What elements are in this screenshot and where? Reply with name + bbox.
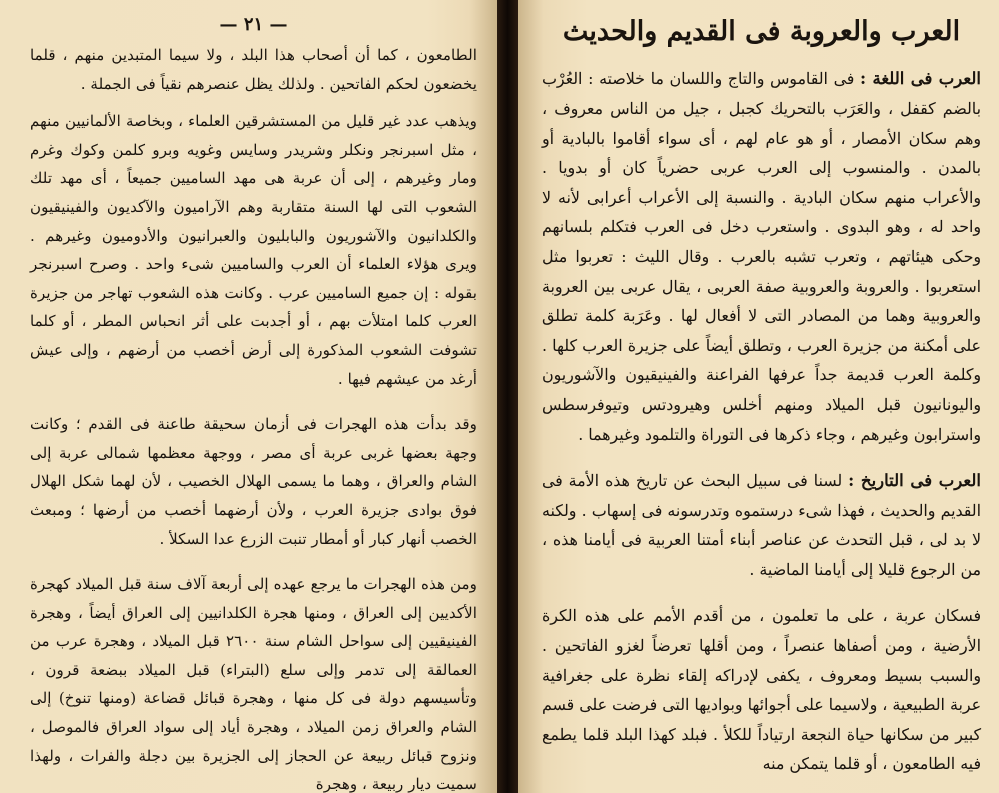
page-number: — ٢١ — <box>219 14 288 35</box>
section-heading: العرب فى التاريخ : <box>848 471 981 491</box>
paragraph: فسكان عربة ، على ما تعلمون ، من أقدم الأمم على هذه الكرة الأرضية ، ومن أصفاها عنصراً ، ومن أقلها تعرضاً لغزو الفاتحين . والسبب بسيط ومعروف ، يكفى لإدراكه إلقاء نظرة على جغرافية عربة الطبيعية ، ولاسيما على أجوائها وبواديها التى فرضت على قسم كبير من سكانها حياة النجعة ارتياداً للكلأ . فبلد كهذا البلد قلما يطمع فيه الطامعون ، أو قلما يتمكن منه <box>542 606 981 774</box>
book-gutter <box>497 0 518 793</box>
paragraph: وقد بدأت هذه الهجرات فى أزمان سحيقة طاعنة فى القدم ؛ وكانت وجهة بعضها غربى عربة أى مصر ، ووجهة معظمها شمالى عربة إلى الشام والعراق ، وهما ما يسمى الهلال الخصيب ، لأن لهما شكل الهلال فوق بوادى جزيرة العرب ، ولأن أرضهما أخصب من أرضها ؛ ومبعث الخصب أنهار كبار أو أمطار تنبت الزرع عدا السكلأ . <box>30 415 477 548</box>
right-page <box>518 0 999 793</box>
section-paragraph <box>542 466 981 584</box>
section-text: فى القاموس والتاج واللسان ما خلاصته : العُرْب بالضم كقفل ، والعَرَب بالتحريك كجبل ، جيل من الناس معروف ، وهم سكان الأمصار ، أو هو عام لهم ، أى سواء أقاموا بالبادية أو بالمدن . والمنسوب إلى العرب عربى حضرياً كان أو بدويا . والأعراب منهم سكان البادية . والنسبة إلى الأعراب أعرابى لأنه لا واحد له ، وهو البدوى . واستعرب دخل فى العرب فتكلم بلسانهم وحكى هيئاتهم ، وتعرب تشبه بالعرب . وقال الليث : تعربوا مثل استعربوا . والعروبة والعروبية صفة العربى ، يقال عربى بين العروبة والعروبية وهما من المصادر التى لا أفعال لها . وعَرَبة كلمة تطلق على أمكنة من جزيرة العرب ، وتطلق أيضاً على جزيرة العرب كلها . وكلمة العرب قديمة جداً عرفها الفراعنة والفينيقيون والآشوريون واليونانيون قبل الميلاد ومنهم أخلس وهيرودتس وتيوفرسطس واسترابون وغيرهم ، وجاء ذكرها فى التوراة والتلمود وغيرهما . <box>542 69 981 444</box>
section-text: لسنا فى سبيل البحث عن تاريخ هذه الأمة فى القديم والحديث ، فهذا شىء درستموه وتدرسونه فى إسهاب . ولكنه لا بد لى ، قبل التحدث عن عناصر أبناء أمتنا العربية فى أيامنا هذه ، من الرجوع قليلا إلى أيامنا الماضية . <box>542 471 981 579</box>
paragraph: الطامعون ، كما أن أصحاب هذا البلد ، ولا سيما المتبدين منهم ، قلما يخضعون لحكم الفاتحين . ولذلك يظل عنصرهم نقياً فى الجملة . <box>30 46 477 93</box>
chapter-title: العرب والعروبة فى القديم والحديث <box>562 16 961 47</box>
section-heading: العرب فى اللغة : <box>860 69 981 89</box>
section-paragraph <box>542 64 981 449</box>
left-page <box>0 0 497 793</box>
paragraph: ومن هذه الهجرات ما يرجع عهده إلى أربعة آلاف سنة قبل الميلاد كهجرة الأكديين إلى العراق ، ومنها هجرة الكلدانيين إلى العراق أيضاً ، وهجرة الفينيقيين إلى سواحل الشام سنة ٢٦٠٠ قبل الميلاد ، وهجرة عرب من العمالقة إلى تدمر وإلى سلع (البتراء) قبل الميلاد ببضعة قرون ، وتأسيسهم دولة فى كل منها ، وهجرة قبائل قضاعة (ومنها تنوخ) إلى الشام والعراق زمن الميلاد ، وهجرة أياد إلى سواد العراق فالموصل ، ونزوح قبائل ربيعة عن الحجاز إلى الجزيرة بين دجلة والفرات ، ولهذا سميت ديار ربيعة ، وهجرة <box>30 575 477 793</box>
paragraph: ويذهب عدد غير قليل من المستشرقين العلماء ، وبخاصة الألمانيين منهم ، مثل اسبرنجر ونكلر وشريدر وسايس وغويه وبرو كلمن وكوك وغرم ومار وغيرهم ، إلى أن عربة هى مهد الساميين جميعاً ، أى مهد تلك الشعوب التى لها السنة متقاربة وهم الآراميون والآكديون والفينيقيون والكلدانيون والآشوريون والبابليون والعبرانيون والأدوميون وغيرهم . ويرى هؤلاء العلماء أن العرب والساميين شىء واحد . وصرح اسبرنجر بقوله : إن جميع الساميين عرب . وكانت هذه الشعوب تهاجر من جزيرة العرب كلما امتلأت بهم ، أو أجدبت على أثر انحباس المطر ، أو كلما تشوفت الشعوب المذكورة إلى أرض أخصب من أرضهم ، وإلى عيش أرغد من عيشهم فيها . <box>30 112 477 388</box>
